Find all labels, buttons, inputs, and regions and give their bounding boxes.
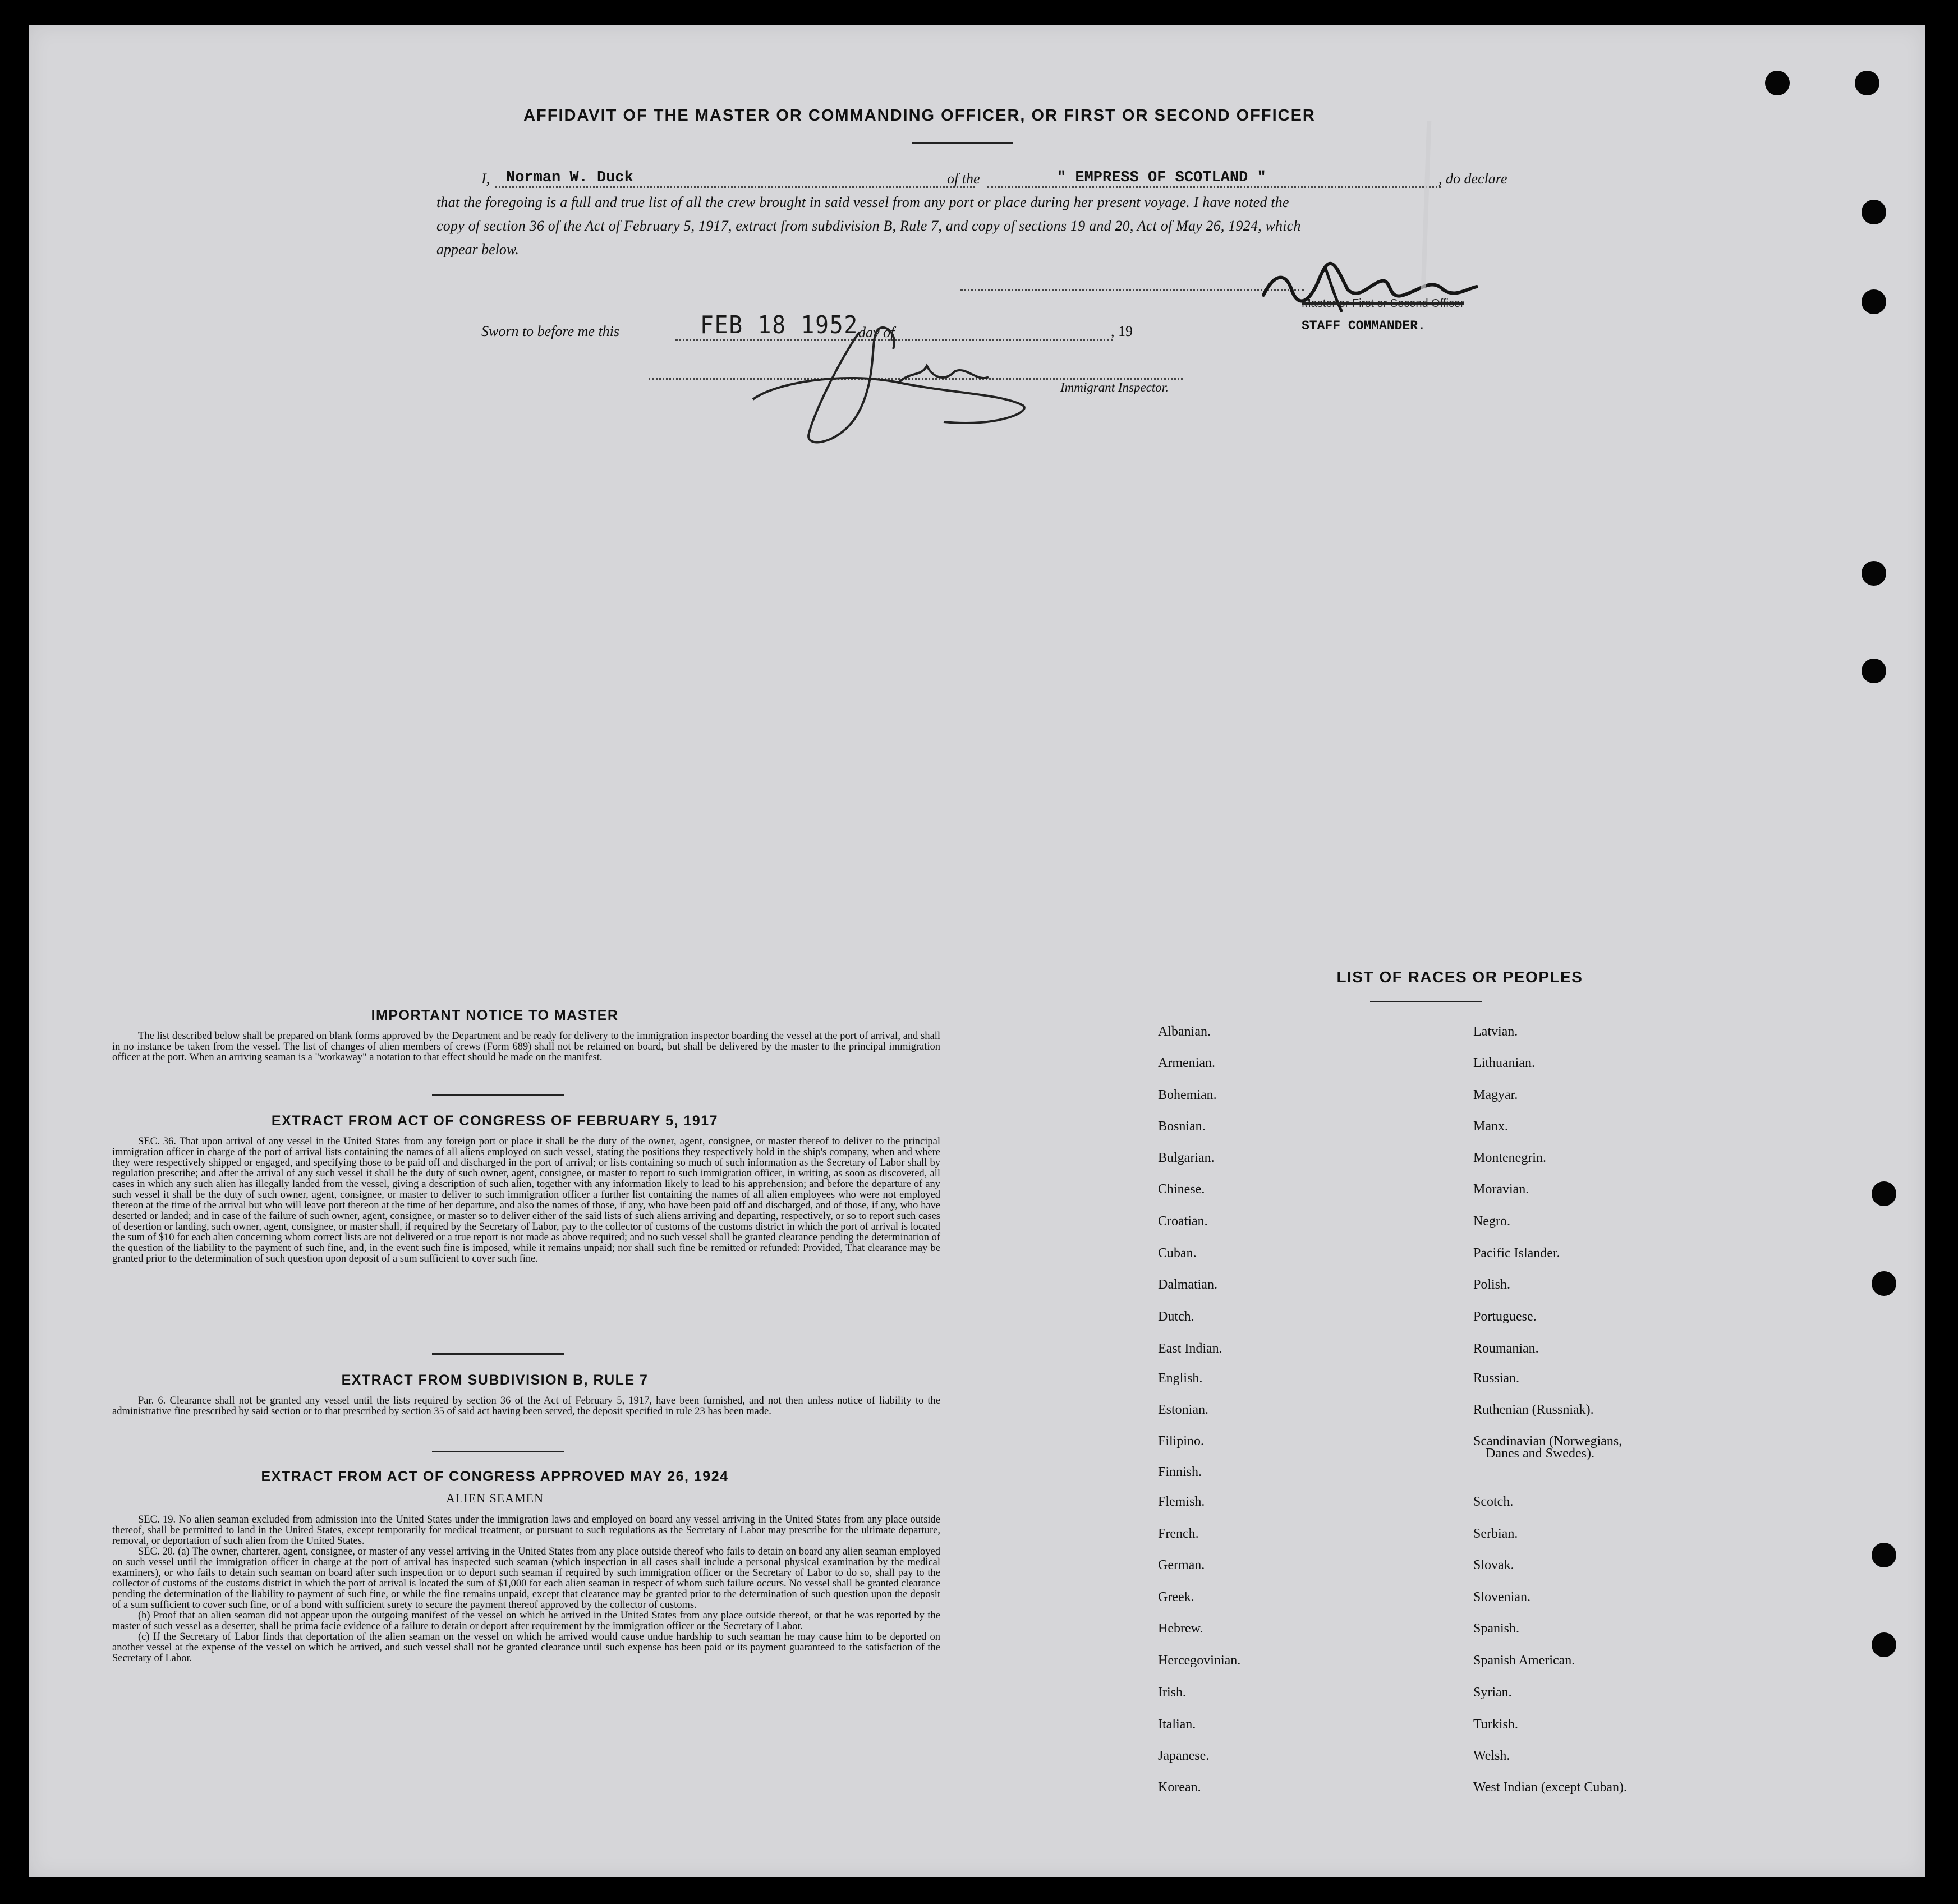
race-item: West Indian (except Cuban). [1473, 1780, 1627, 1795]
declaration-line-3: appear below. [436, 241, 519, 257]
sworn-label: Sworn to before me this [481, 323, 620, 339]
binder-hole [1855, 71, 1879, 95]
race-item: Danes and Swedes). [1486, 1446, 1594, 1461]
race-item: Turkish. [1473, 1717, 1518, 1732]
race-item: Croatian. [1158, 1214, 1208, 1229]
divider [432, 1094, 564, 1096]
race-item: Dutch. [1158, 1309, 1194, 1324]
race-item: Spanish. [1473, 1621, 1520, 1636]
race-item: English. [1158, 1371, 1203, 1386]
binder-hole [1872, 1632, 1896, 1657]
notice-text: The list described below shall be prepared on blank forms approved by the Department and be ready for delivery to the immigration inspector boarding the vessel at the port of arrival, and shall in no instance be taken from the vessel. The list of changes of alien members of crews (Form 689) shall not be retained on board, but shall be delivered by the master to the principal immigration officer at the port. When an arriving seaman is a "workaway" a notation to that effect should be made on the manifest. [112, 1031, 940, 1063]
extract-1917-text: SEC. 36. That upon arrival of any vessel in the United States from any foreign port or place it shall be the duty of the owner, agent, consignee, or master thereof to deliver to the principal immigration officer in charge of the port of arrival lists containing the names of all aliens employed on such vessel, stating the positions they respectively hold in the ship's company, when and where they were respectively shipped or engaged, and specifying those to be paid off and discharged in the port of arrival; or lists containing so much of such information as the Secretary of Labor shall by regulation prescribe; and after the arrival of any such vessel it shall be the duty of such owner, agent, consignee, or master to report to such immigration officer, in writing, as soon as discovered, all cases in which any such alien has illegally landed from the vessel, giving a description of such alien, together with any information likely to lead to his apprehension; and before the departure of any such vessel it shall be the duty of such owner, agent, consignee, or master to deliver to such immigration officer a further list containing the names of all alien employees who were not employed thereon at the time of the arrival but who will leave port thereon at the time of her departure, and also the names of those, if any, who have been paid off and discharged, and of those, if any, who have deserted or landed; and in case of the failure of such owner, agent, consignee, or master so to deliver either of the said lists of such aliens arriving and departing, respectively, or so to report such cases of desertion or landing, such owner, agent, consignee, or master shall, if required by the Secretary of Labor, pay to the collector of customs of the customs district in which the port of arrival is located the sum of $10 for each alien concerning whom correct lists are not delivered or a true report is not made as above required; and no such vessel shall be granted clearance pending the determination of the question of the liability to the payment of such fine, and, in the event such fine is imposed, while it remains unpaid; nor shall such fine be remitted or refunded: Provided, That clearance may be granted prior to the determination of such question upon deposit of a sum sufficient to cover such fine. [112, 1136, 940, 1264]
races-divider [1370, 1001, 1482, 1002]
race-item: Scandinavian (Norwegians, [1473, 1434, 1623, 1448]
race-item: Filipino. [1158, 1434, 1205, 1448]
race-item: Korean. [1158, 1780, 1201, 1795]
race-item: Spanish American. [1473, 1653, 1575, 1668]
date-stamp: FEB 18 1952 [700, 311, 859, 339]
sec-19-paragraph: SEC. 19. No alien seaman excluded from admission into the United States under the immigration laws and employed on board any vessel arriving in the United States from any place outside thereof, shall be permitted to land in the United States, except temporarily for medical treatment, or pursuant to such regulations as the Secretary of Labor may prescribe for the ultimate departure, removal, or deportation of such alien from the United States. [112, 1514, 940, 1547]
extract-1924-subtitle: ALIEN SEAMEN [446, 1491, 544, 1505]
struck-officer-title: Master or First or Second Officer [1302, 297, 1464, 310]
binder-hole [1872, 1181, 1896, 1206]
notice-title: IMPORTANT NOTICE TO MASTER [371, 1008, 619, 1023]
race-item: Finnish. [1158, 1465, 1202, 1479]
sec-20b-paragraph: (b) Proof that an alien seaman did not appear upon the outgoing manifest of the vessel on which he arrived in the United States from any place outside thereof, or that he was reported by the master of such vessel as a deserter, shall be prima facie evidence of a failure to detain or deport after requirement by the immigration officer or the Secretary of Labor. [112, 1610, 940, 1632]
race-item: Bohemian. [1158, 1088, 1217, 1102]
extract-rule7-title: EXTRACT FROM SUBDIVISION B, RULE 7 [341, 1372, 649, 1388]
race-item: East Indian. [1158, 1341, 1222, 1356]
bleed-through-marks [1421, 121, 1499, 292]
race-item: Negro. [1473, 1214, 1510, 1229]
race-item: Bulgarian. [1158, 1151, 1215, 1165]
race-item: Serbian. [1473, 1526, 1518, 1541]
vessel-name: " EMPRESS OF SCOTLAND " [1057, 169, 1266, 186]
day-of-label: day of [858, 324, 895, 341]
binder-hole [1862, 561, 1886, 586]
extract-1917-title: EXTRACT FROM ACT OF CONGRESS OF FEBRUARY 5, 1917 [271, 1113, 719, 1129]
race-item: Portuguese. [1473, 1309, 1537, 1324]
race-item: Scotch. [1473, 1494, 1514, 1509]
race-item: Estonian. [1158, 1402, 1208, 1417]
race-item: Armenian. [1158, 1056, 1215, 1070]
inspector-label: Immigrant Inspector. [1060, 380, 1169, 394]
extract-1924-body [112, 1515, 940, 1664]
race-item: Manx. [1473, 1119, 1508, 1134]
officer-name: Norman W. Duck [506, 169, 633, 186]
race-item: Flemish. [1158, 1494, 1205, 1509]
race-item: Cuban. [1158, 1246, 1197, 1261]
inspector-signature [730, 298, 1045, 456]
affidavit-title: AFFIDAVIT OF THE MASTER OR COMMANDING OFFICER, OR FIRST OR SECOND OFFICER [523, 107, 1316, 125]
binder-hole [1862, 289, 1886, 314]
year-prefix: , 19 [1111, 323, 1133, 339]
races-title: LIST OF RACES OR PEOPLES [1336, 968, 1583, 986]
extract-rule7-text: Par. 6. Clearance shall not be granted any vessel until the lists required by section 36 of the Act of February 5, 1917, have been furnished, and not then unless notice of liability to the administrative fine prescribed by said section or to that prescribed by section 35 of said act having been served, the deposit specified in rule 23 has been made. [112, 1395, 940, 1417]
of-the-label: of the [947, 171, 980, 187]
race-item: German. [1158, 1558, 1205, 1572]
race-item: Syrian. [1473, 1685, 1512, 1700]
i-label: I, [481, 171, 490, 187]
race-item: Hebrew. [1158, 1621, 1203, 1636]
race-item: Italian. [1158, 1717, 1196, 1732]
race-item: Slovenian. [1473, 1590, 1530, 1604]
title-divider [912, 142, 1013, 144]
race-item: Latvian. [1473, 1024, 1518, 1039]
race-item: Hercegovinian. [1158, 1653, 1241, 1668]
extract-1924-title: EXTRACT FROM ACT OF CONGRESS APPROVED MAY 26, 1924 [261, 1469, 729, 1484]
race-item: Dalmatian. [1158, 1277, 1217, 1292]
binder-hole [1862, 659, 1886, 683]
binder-hole [1765, 71, 1790, 95]
race-item: Magyar. [1473, 1088, 1518, 1102]
document-sheet [29, 25, 1925, 1877]
divider [432, 1451, 564, 1452]
race-item: Irish. [1158, 1685, 1186, 1700]
race-item: Japanese. [1158, 1749, 1210, 1763]
race-item: Russian. [1473, 1371, 1520, 1386]
race-item: Pacific Islander. [1473, 1246, 1560, 1261]
race-item: Greek. [1158, 1590, 1194, 1604]
race-item: Bosnian. [1158, 1119, 1206, 1134]
sec-20c-paragraph: (c) If the Secretary of Labor finds that deportation of the alien seaman on the vessel on which he arrived would cause undue hardship to such seaman he may cause him to be deported on another vessel at the expense of the vessel on which he arrived, and such vessel shall not be granted clearance until such expense has been paid or its payment guaranteed to the satisfaction of the Secretary of Labor. [112, 1631, 940, 1664]
binder-hole [1862, 200, 1886, 224]
race-item: French. [1158, 1526, 1199, 1541]
declaration-line-2: copy of section 36 of the Act of February 5, 1917, extract from subdivision B, Rule 7, and copy of sections 19 and 20, Act of May 26, 1924, which [436, 218, 1301, 234]
race-item: Chinese. [1158, 1182, 1205, 1197]
race-item: Montenegrin. [1473, 1151, 1546, 1165]
declaration-line-1: that the foregoing is a full and true list of all the crew brought in said vessel from any port or place during her present voyage. I have noted the [436, 194, 1289, 210]
do-declare-label: , do declare [1438, 171, 1507, 187]
officer-name-field [495, 169, 975, 188]
divider [432, 1353, 564, 1355]
race-item: Slovak. [1473, 1558, 1514, 1572]
race-item: Polish. [1473, 1277, 1511, 1292]
race-item: Welsh. [1473, 1749, 1510, 1763]
race-item: Lithuanian. [1473, 1056, 1535, 1070]
race-item: Roumanian. [1473, 1341, 1539, 1356]
sec-20a-paragraph: SEC. 20. (a) The owner, charterer, agent, consignee, or master of any vessel arriving in the United States from any place outside thereof who fails to detain on board any alien seaman employed on such vessel until the immigration officer in charge at the port of arrival has inspected such seaman (which inspection in all cases shall include a personal physical examination by the medical examiners), or who fails to detain such seaman on board after such inspection or to deport such seaman if required by such immigration officer or the Secretary of Labor to do so, shall pay to the collector of customs of the customs district in which the port of arrival is located the sum of $1,000 for each alien seaman in respect of whom such failure occurs. No vessel shall be granted clearance pending the determination of the liability to payment of such fine, or while the fine remains unpaid, except that clearance may be granted prior to the determination of such question upon the deposit of a sum sufficient to cover such fine, or of a bond with sufficient surety to secure the payment thereof approved by the collector of customs. [112, 1546, 940, 1611]
race-item: Ruthenian (Russniak). [1473, 1402, 1594, 1417]
binder-hole [1872, 1271, 1896, 1296]
vessel-name-field [987, 169, 1441, 188]
binder-hole [1872, 1543, 1896, 1567]
race-item: Albanian. [1158, 1024, 1211, 1039]
race-item: Moravian. [1473, 1182, 1529, 1197]
officer-title: STAFF COMMANDER. [1302, 319, 1426, 333]
